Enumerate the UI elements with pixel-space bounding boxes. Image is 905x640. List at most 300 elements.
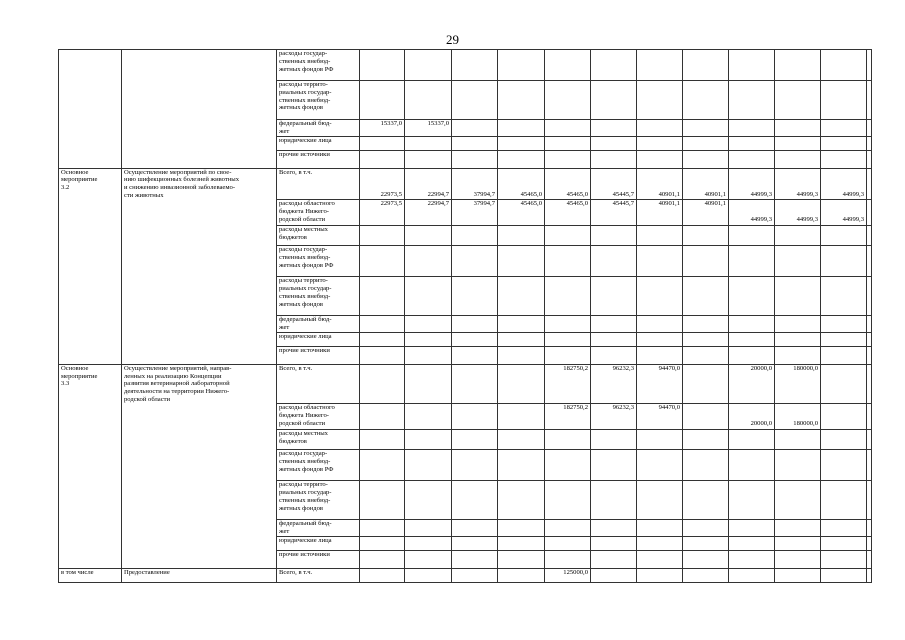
value-cell	[683, 364, 729, 403]
table-row	[59, 364, 872, 403]
value-cell	[775, 226, 821, 246]
value-cell	[867, 316, 872, 333]
activity-code-cell	[59, 430, 122, 450]
table-row	[59, 81, 872, 120]
value-cell	[867, 536, 872, 550]
value-cell	[637, 536, 683, 550]
funding-source-cell: федеральный бюд- жет	[277, 520, 360, 537]
value-cell	[591, 50, 637, 81]
activity-name-cell	[122, 81, 277, 120]
value-cell	[405, 550, 452, 568]
value-cell	[498, 332, 545, 346]
value-cell	[452, 404, 498, 430]
value-cell	[729, 346, 775, 364]
value-cell	[498, 226, 545, 246]
value-cell	[591, 332, 637, 346]
value-cell	[867, 277, 872, 316]
value-cell	[545, 226, 591, 246]
value-cell	[591, 450, 637, 481]
value-cell	[821, 226, 867, 246]
value-cell	[775, 550, 821, 568]
value-cell	[360, 404, 405, 430]
activity-code-cell: Основное мероприятие 3.2	[59, 168, 122, 200]
value-cell	[775, 568, 821, 582]
value-cell	[498, 50, 545, 81]
value-cell	[775, 277, 821, 316]
funding-source-cell: прочие источники	[277, 346, 360, 364]
activity-name-cell: Осуществление мероприятий, направ- ленных на реализацию Концепции развития ветеринарной лабораторной деятельности на территории Нижего- родской области	[122, 364, 277, 403]
value-cell	[683, 150, 729, 168]
value-cell: 44999,3	[821, 200, 867, 226]
table-row	[59, 226, 872, 246]
value-cell	[405, 316, 452, 333]
value-cell	[775, 246, 821, 277]
activity-code-cell	[59, 120, 122, 137]
value-cell: 44999,3	[821, 168, 867, 200]
table-row	[59, 120, 872, 137]
funding-source-cell: расходы местных бюджетов	[277, 226, 360, 246]
value-cell	[452, 550, 498, 568]
value-cell: 22973,5	[360, 168, 405, 200]
value-cell	[729, 136, 775, 150]
value-cell	[867, 200, 872, 226]
activity-code-cell	[59, 200, 122, 226]
value-cell	[867, 568, 872, 582]
activity-code-cell	[59, 536, 122, 550]
value-cell	[591, 520, 637, 537]
value-cell	[405, 332, 452, 346]
value-cell: 96232,3	[591, 404, 637, 430]
value-cell	[545, 520, 591, 537]
value-cell	[637, 277, 683, 316]
value-cell	[637, 136, 683, 150]
value-cell	[360, 568, 405, 582]
value-cell	[683, 568, 729, 582]
value-cell	[545, 536, 591, 550]
table-row	[59, 136, 872, 150]
value-cell	[821, 81, 867, 120]
funding-source-cell: федеральный бюд- жет	[277, 316, 360, 333]
value-cell	[867, 404, 872, 430]
table-row	[59, 430, 872, 450]
value-cell	[729, 481, 775, 520]
value-cell	[405, 136, 452, 150]
value-cell	[405, 150, 452, 168]
activity-code-cell: в том числе	[59, 568, 122, 582]
value-cell	[545, 150, 591, 168]
value-cell	[775, 430, 821, 450]
funding-source-cell: юридические лица	[277, 332, 360, 346]
value-cell	[498, 277, 545, 316]
value-cell	[452, 81, 498, 120]
value-cell	[867, 81, 872, 120]
value-cell: 45465,0	[545, 200, 591, 226]
activity-code-cell	[59, 246, 122, 277]
value-cell	[452, 246, 498, 277]
funding-source-cell: Всего, в т.ч.	[277, 168, 360, 200]
value-cell	[683, 277, 729, 316]
value-cell	[498, 450, 545, 481]
value-cell	[637, 430, 683, 450]
value-cell	[775, 536, 821, 550]
value-cell	[867, 226, 872, 246]
value-cell	[360, 226, 405, 246]
value-cell	[452, 277, 498, 316]
value-cell	[637, 332, 683, 346]
value-cell	[683, 81, 729, 120]
value-cell: 45465,0	[498, 168, 545, 200]
activity-code-cell	[59, 332, 122, 346]
table-row	[59, 404, 872, 430]
value-cell	[729, 150, 775, 168]
value-cell	[729, 120, 775, 137]
value-cell	[821, 481, 867, 520]
value-cell	[591, 536, 637, 550]
table-row	[59, 246, 872, 277]
value-cell: 180000,0	[775, 404, 821, 430]
value-cell	[637, 246, 683, 277]
value-cell	[683, 246, 729, 277]
activity-code-cell	[59, 481, 122, 520]
value-cell	[452, 568, 498, 582]
value-cell	[683, 120, 729, 137]
funding-source-cell: прочие источники	[277, 150, 360, 168]
table-row	[59, 450, 872, 481]
value-cell	[867, 430, 872, 450]
value-cell	[360, 136, 405, 150]
activity-name-cell	[122, 136, 277, 150]
value-cell	[360, 536, 405, 550]
table-row	[59, 568, 872, 582]
table-row	[59, 332, 872, 346]
table-row	[59, 316, 872, 333]
value-cell	[821, 550, 867, 568]
budget-table	[58, 49, 872, 583]
value-cell	[405, 346, 452, 364]
table-row	[59, 200, 872, 226]
value-cell	[452, 120, 498, 137]
value-cell	[360, 81, 405, 120]
value-cell: 22994,7	[405, 168, 452, 200]
value-cell	[405, 568, 452, 582]
value-cell	[637, 316, 683, 333]
value-cell	[360, 430, 405, 450]
activity-code-cell	[59, 346, 122, 364]
funding-source-cell: юридические лица	[277, 536, 360, 550]
value-cell	[729, 81, 775, 120]
value-cell	[360, 316, 405, 333]
value-cell	[545, 346, 591, 364]
value-cell: 20000,0	[729, 404, 775, 430]
value-cell	[452, 332, 498, 346]
value-cell: 40901,1	[683, 168, 729, 200]
value-cell	[591, 150, 637, 168]
value-cell	[821, 246, 867, 277]
value-cell	[498, 550, 545, 568]
value-cell	[498, 568, 545, 582]
value-cell: 20000,0	[729, 364, 775, 403]
value-cell	[821, 277, 867, 316]
value-cell	[405, 404, 452, 430]
funding-source-cell: юридические лица	[277, 136, 360, 150]
value-cell	[683, 226, 729, 246]
value-cell	[729, 316, 775, 333]
activity-code-cell	[59, 136, 122, 150]
table-row	[59, 520, 872, 537]
value-cell: 45445,7	[591, 168, 637, 200]
value-cell	[360, 50, 405, 81]
value-cell	[867, 364, 872, 403]
value-cell	[683, 481, 729, 520]
table-row	[59, 277, 872, 316]
activity-name-cell	[122, 226, 277, 246]
activity-code-cell: Основное мероприятие 3.3	[59, 364, 122, 403]
value-cell	[683, 346, 729, 364]
value-cell: 94470,0	[637, 404, 683, 430]
value-cell	[821, 404, 867, 430]
activity-name-cell	[122, 404, 277, 430]
value-cell	[545, 316, 591, 333]
table-row	[59, 168, 872, 200]
value-cell	[545, 277, 591, 316]
funding-source-cell: расходы местных бюджетов	[277, 430, 360, 450]
funding-source-cell: расходы государ- ственных внебюд- жетных фондов РФ	[277, 246, 360, 277]
funding-source-cell: расходы террито- риальных государ- ственных внебюд- жетных фондов	[277, 481, 360, 520]
value-cell	[637, 481, 683, 520]
value-cell	[591, 120, 637, 137]
activity-code-cell	[59, 226, 122, 246]
value-cell: 180000,0	[775, 364, 821, 403]
value-cell	[498, 364, 545, 403]
value-cell	[637, 150, 683, 168]
value-cell	[729, 332, 775, 346]
value-cell	[545, 481, 591, 520]
value-cell	[683, 520, 729, 537]
value-cell	[452, 520, 498, 537]
value-cell	[729, 450, 775, 481]
funding-source-cell: прочие источники	[277, 550, 360, 568]
value-cell: 45465,0	[545, 168, 591, 200]
value-cell	[498, 136, 545, 150]
activity-name-cell	[122, 536, 277, 550]
value-cell	[591, 568, 637, 582]
value-cell	[637, 120, 683, 137]
value-cell: 37994,7	[452, 200, 498, 226]
value-cell	[729, 226, 775, 246]
value-cell	[545, 50, 591, 81]
value-cell	[591, 550, 637, 568]
funding-source-cell: расходы государ- ственных внебюд- жетных фондов РФ	[277, 450, 360, 481]
value-cell	[452, 150, 498, 168]
value-cell: 94470,0	[637, 364, 683, 403]
activity-code-cell	[59, 550, 122, 568]
activity-name-cell	[122, 481, 277, 520]
table-row	[59, 550, 872, 568]
value-cell	[498, 81, 545, 120]
value-cell	[591, 277, 637, 316]
value-cell	[452, 226, 498, 246]
value-cell	[867, 168, 872, 200]
value-cell	[637, 568, 683, 582]
table-body	[59, 50, 872, 583]
activity-name-cell	[122, 50, 277, 81]
value-cell	[405, 536, 452, 550]
value-cell	[775, 81, 821, 120]
value-cell: 15337,0	[360, 120, 405, 137]
activity-name-cell	[122, 120, 277, 137]
value-cell	[498, 481, 545, 520]
value-cell	[867, 520, 872, 537]
value-cell	[498, 536, 545, 550]
activity-code-cell	[59, 316, 122, 333]
value-cell	[452, 346, 498, 364]
value-cell	[867, 450, 872, 481]
activity-name-cell: Осуществление мероприятий по свое- нию шифекционных болезней животных и снижению инвазионной заболеваемо- сти животных	[122, 168, 277, 200]
activity-name-cell	[122, 150, 277, 168]
activity-code-cell	[59, 50, 122, 81]
value-cell	[591, 81, 637, 120]
value-cell	[545, 136, 591, 150]
value-cell: 96232,3	[591, 364, 637, 403]
activity-name-cell	[122, 200, 277, 226]
value-cell: 22973,5	[360, 200, 405, 226]
value-cell	[683, 50, 729, 81]
value-cell	[637, 226, 683, 246]
value-cell	[729, 520, 775, 537]
funding-source-cell: расходы государ- ственных внебюд- жетных фондов РФ	[277, 50, 360, 81]
value-cell	[405, 50, 452, 81]
value-cell	[683, 430, 729, 450]
value-cell	[821, 120, 867, 137]
value-cell: 40901,1	[683, 200, 729, 226]
page-number: 29	[446, 32, 459, 47]
value-cell	[729, 430, 775, 450]
value-cell	[867, 481, 872, 520]
value-cell: 40901,1	[637, 200, 683, 226]
value-cell	[498, 404, 545, 430]
value-cell	[405, 226, 452, 246]
value-cell	[360, 246, 405, 277]
value-cell: 182750,2	[545, 364, 591, 403]
activity-name-cell	[122, 450, 277, 481]
value-cell	[498, 150, 545, 168]
value-cell	[637, 450, 683, 481]
activity-name-cell: Предоставление	[122, 568, 277, 582]
value-cell	[405, 81, 452, 120]
value-cell	[405, 364, 452, 403]
value-cell	[683, 404, 729, 430]
activity-name-cell	[122, 277, 277, 316]
value-cell: 44999,3	[729, 200, 775, 226]
value-cell	[821, 568, 867, 582]
activity-name-cell	[122, 550, 277, 568]
value-cell	[360, 450, 405, 481]
value-cell	[637, 520, 683, 537]
value-cell	[591, 430, 637, 450]
value-cell	[683, 332, 729, 346]
funding-source-cell: расходы областного бюджета Нижего- родской области	[277, 200, 360, 226]
funding-source-cell: Всего, в т.ч.	[277, 364, 360, 403]
funding-source-cell: федеральный бюд- жет	[277, 120, 360, 137]
value-cell	[405, 277, 452, 316]
funding-source-cell: расходы террито- риальных государ- ственных внебюд- жетных фондов	[277, 277, 360, 316]
value-cell	[591, 346, 637, 364]
value-cell	[775, 450, 821, 481]
value-cell	[360, 520, 405, 537]
value-cell	[452, 50, 498, 81]
value-cell	[637, 50, 683, 81]
activity-name-cell	[122, 430, 277, 450]
value-cell	[498, 246, 545, 277]
value-cell	[821, 430, 867, 450]
activity-name-cell	[122, 346, 277, 364]
value-cell	[591, 246, 637, 277]
value-cell	[360, 150, 405, 168]
value-cell	[775, 120, 821, 137]
value-cell	[867, 120, 872, 137]
value-cell	[775, 150, 821, 168]
value-cell: 44999,3	[775, 168, 821, 200]
value-cell	[452, 364, 498, 403]
activity-name-cell	[122, 316, 277, 333]
value-cell	[637, 81, 683, 120]
activity-code-cell	[59, 404, 122, 430]
funding-source-cell: расходы террито- риальных государ- ственных внебюд- жетных фондов	[277, 81, 360, 120]
value-cell	[821, 136, 867, 150]
activity-code-cell	[59, 81, 122, 120]
value-cell	[545, 430, 591, 450]
value-cell	[360, 332, 405, 346]
value-cell: 45465,0	[498, 200, 545, 226]
value-cell	[683, 136, 729, 150]
value-cell	[867, 550, 872, 568]
value-cell	[591, 316, 637, 333]
value-cell	[821, 332, 867, 346]
value-cell	[775, 332, 821, 346]
value-cell: 44999,3	[729, 168, 775, 200]
value-cell	[821, 520, 867, 537]
value-cell	[498, 316, 545, 333]
value-cell: 44999,3	[775, 200, 821, 226]
value-cell	[867, 332, 872, 346]
table-row	[59, 536, 872, 550]
value-cell	[545, 332, 591, 346]
value-cell: 40901,1	[637, 168, 683, 200]
value-cell	[545, 550, 591, 568]
value-cell	[498, 520, 545, 537]
activity-name-cell	[122, 246, 277, 277]
value-cell	[360, 277, 405, 316]
activity-code-cell	[59, 150, 122, 168]
value-cell	[405, 481, 452, 520]
value-cell	[683, 536, 729, 550]
value-cell	[821, 346, 867, 364]
value-cell	[360, 550, 405, 568]
table-row	[59, 50, 872, 81]
value-cell	[452, 136, 498, 150]
value-cell	[821, 150, 867, 168]
value-cell	[775, 481, 821, 520]
value-cell	[360, 346, 405, 364]
value-cell	[821, 450, 867, 481]
value-cell	[729, 50, 775, 81]
value-cell	[452, 481, 498, 520]
value-cell	[405, 246, 452, 277]
value-cell	[405, 450, 452, 481]
value-cell: 45445,7	[591, 200, 637, 226]
activity-name-cell	[122, 332, 277, 346]
value-cell	[360, 481, 405, 520]
